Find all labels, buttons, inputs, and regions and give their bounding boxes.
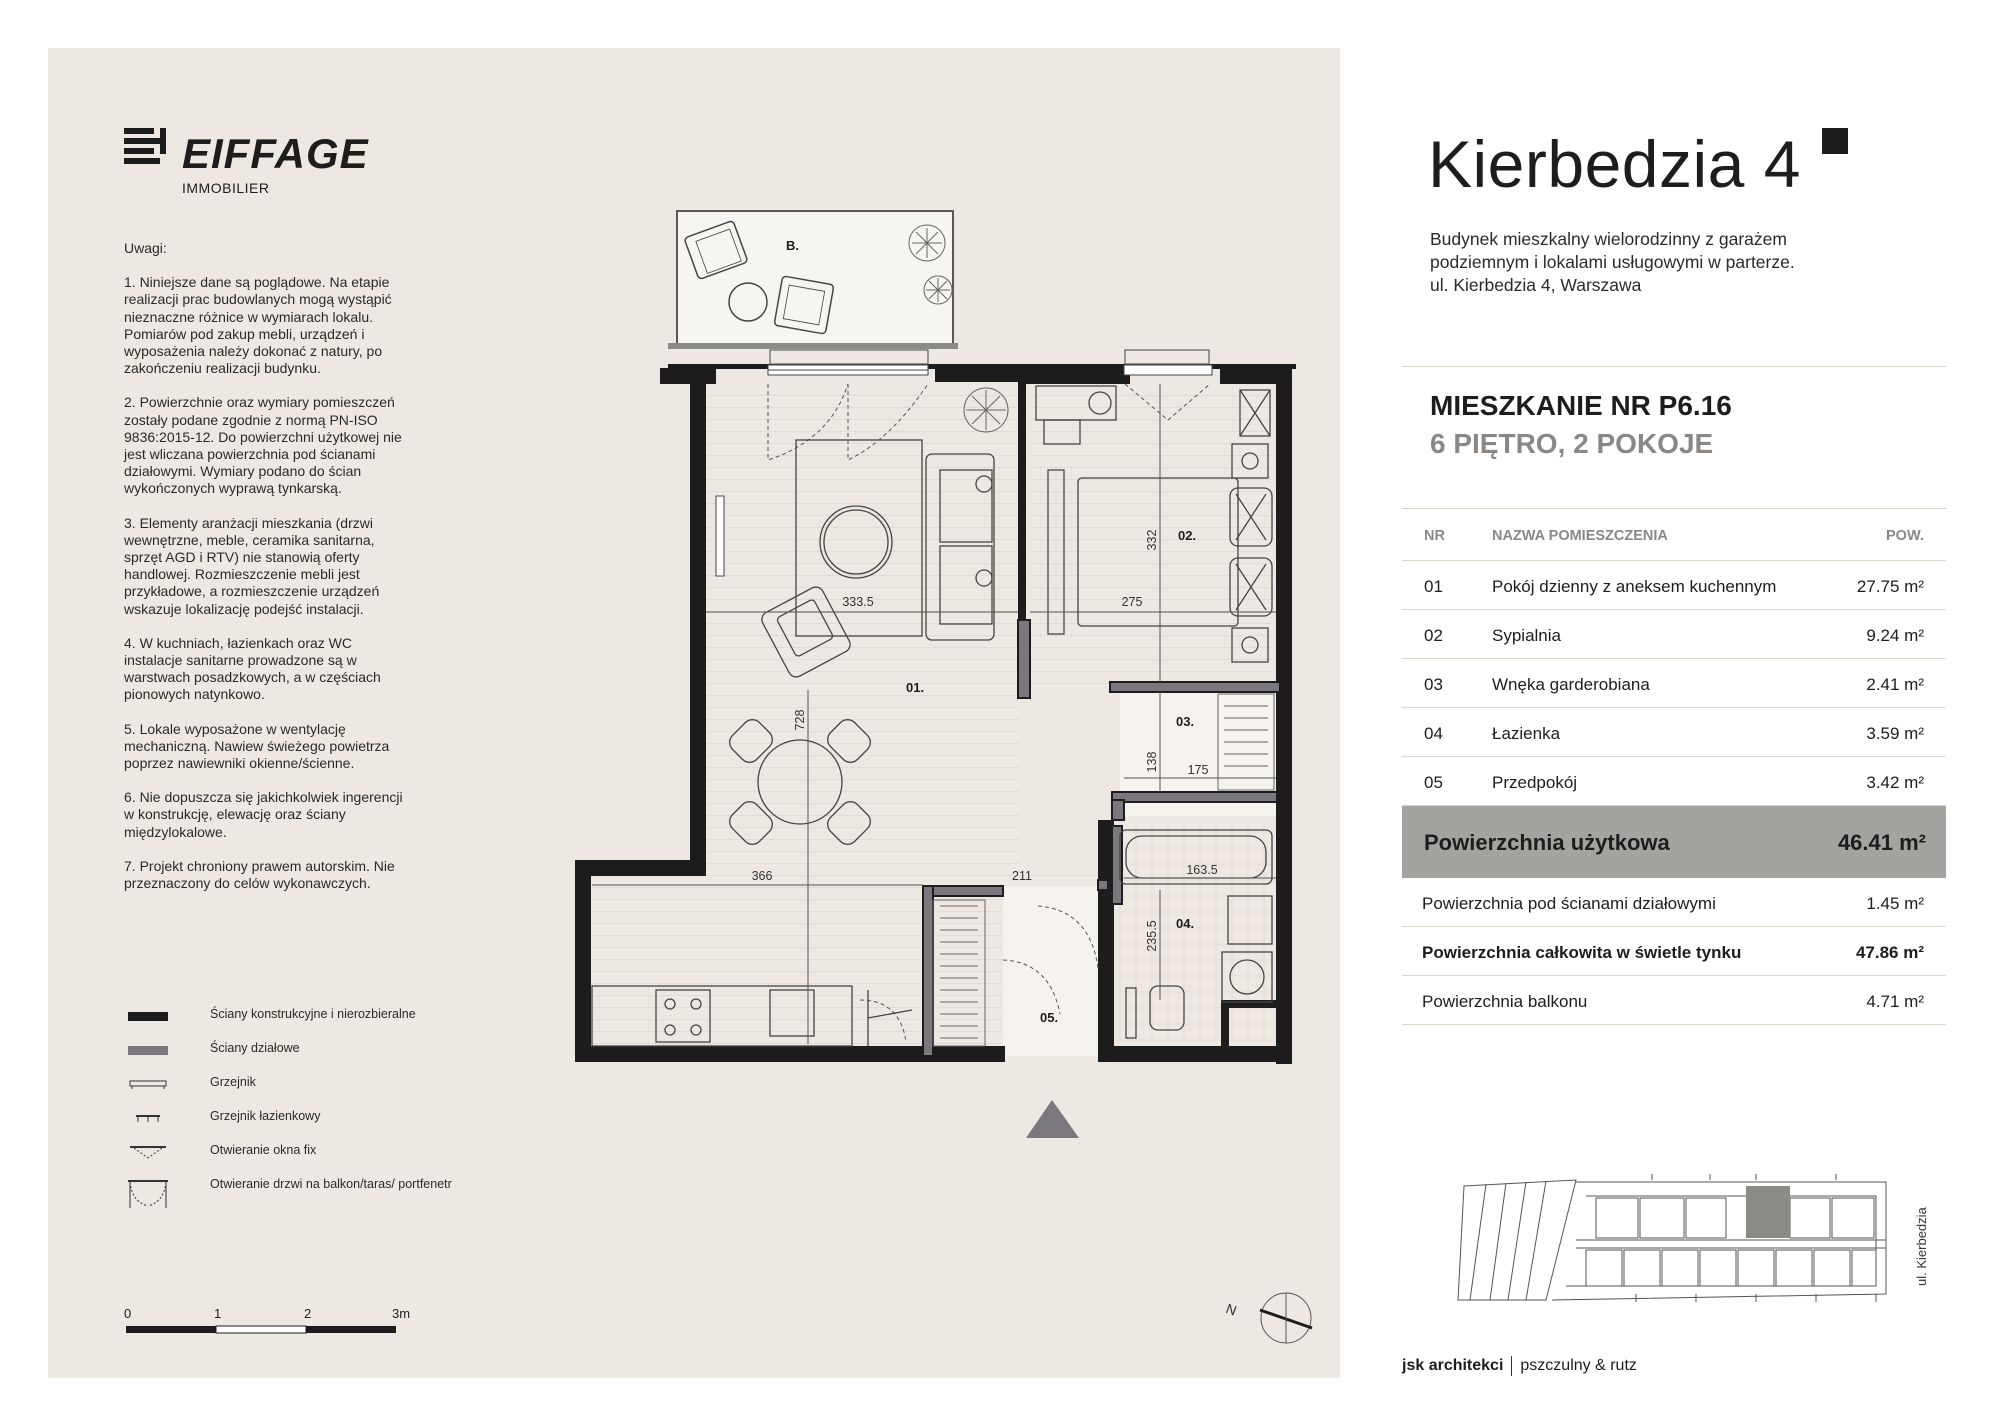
cell-name: Wnęka garderobiana [1492, 675, 1650, 694]
cell-nr: 01 [1424, 577, 1443, 596]
note-item: 6. Nie dopuszcza się jakichkolwiek ingerencji w konstrukcję, elewację oraz ściany międzylokalowe. [124, 789, 403, 840]
summary-value: 1.45 m² [1866, 894, 1924, 913]
balcony [668, 211, 958, 349]
room-label-01: 01. [906, 680, 925, 695]
hallway-floor [1003, 886, 1103, 1056]
dimension-label: 175 [1187, 763, 1209, 777]
balcony-door-icon [126, 1176, 170, 1210]
column-header-area: POW. [1886, 528, 1924, 544]
summary-row [1402, 927, 1946, 976]
scale-bar [124, 1306, 414, 1346]
summary-value: 47.86 m² [1855, 943, 1924, 962]
legend [124, 1006, 454, 1210]
key-plan [1456, 1166, 1936, 1326]
room-label-02: 02. [1178, 528, 1197, 543]
structural-wall-icon [126, 1006, 170, 1026]
legend-item [124, 1006, 454, 1040]
dimension-label: 366 [751, 869, 773, 883]
apartment-number: MIESZKANIE NR P6.16 [1430, 390, 1732, 421]
usable-area-total [1402, 806, 1946, 878]
cell-name: Pokój dzienny z aneksem kuchennym [1492, 577, 1777, 596]
description-line: podziemnym i lokalami usługowymi w parterze. [1430, 252, 1795, 272]
fixed-window-icon [126, 1142, 170, 1162]
note-item: 5. Lokale wyposażone w wentylację mechaniczną. Nawiew świeżego powietrza poprzez nawiewniki okienne/ścienne. [124, 720, 390, 772]
scale-label: 2 [304, 1306, 312, 1321]
cell-area: 3.59 m² [1866, 724, 1924, 743]
cell-area: 2.41 m² [1866, 675, 1924, 694]
street-label: ul. Kierbedzia [1914, 1207, 1929, 1286]
logo-subtitle: IMMOBILIER [182, 180, 270, 196]
scale-ruler [124, 1324, 414, 1344]
partition-wall-icon [126, 1040, 170, 1060]
room-label-04: 04. [1176, 916, 1195, 931]
legend-item [124, 1142, 454, 1176]
note-item: 4. W kuchniach, łazienkach oraz WC instalacje sanitarne prowadzone są w warstwach posadzkowych, a w częściach pionowych natynkowo. [124, 634, 381, 703]
plant-icon [964, 388, 1008, 432]
table-row [1402, 659, 1946, 708]
radiator-icon [126, 1074, 170, 1094]
dimension-label: 163.5 [1186, 863, 1218, 877]
legend-item [124, 1176, 454, 1210]
dimension-label: 138 [1145, 751, 1159, 773]
title-square-icon [1822, 128, 1848, 154]
summary-row [1402, 878, 1946, 927]
description-line: ul. Kierbedzia 4, Warszawa [1430, 275, 1642, 295]
cell-name: Sypialnia [1492, 626, 1561, 645]
entrance-marker-icon [1026, 1100, 1079, 1138]
table-row [1402, 757, 1946, 806]
legend-label: Otwieranie drzwi na balkon/taras/ portfenetr [210, 1177, 452, 1191]
partner-name: pszczulny & rutz [1520, 1357, 1637, 1375]
summary-label: Powierzchnia balkonu [1422, 992, 1588, 1011]
eiffage-logo [124, 128, 369, 196]
room-label-03: 03. [1176, 714, 1195, 729]
note-item: 1. Niniejsze dane są poglądowe. Na etapie realizacji prac budowlanych mogą wystąpić nieznaczne różnice w wymiarach lokalu. Pomiarów pod zakup mebli, urządzeń i wyposażenia należy dokonać z natury, po zakończeniu realizacji budynku. [124, 274, 392, 377]
total-label: Powierzchnia użytkowa [1424, 830, 1670, 855]
summary-label: Powierzchnia pod ścianami działowymi [1422, 894, 1716, 913]
legend-item [124, 1040, 454, 1074]
scale-label: 1 [214, 1306, 222, 1321]
cell-nr: 02 [1424, 626, 1443, 645]
legend-label: Ściany działowe [210, 1041, 300, 1055]
rooms-table [1402, 560, 1946, 806]
dimension-label: 275 [1121, 595, 1143, 609]
dimension-label: 235.5 [1145, 920, 1159, 952]
dimension-label: 332 [1145, 529, 1159, 551]
column-header-name: NAZWA POMIESZCZENIA [1492, 528, 1668, 544]
description-line: Budynek mieszkalny wielorodzinny z garażem [1430, 229, 1787, 249]
scale-label: 0 [124, 1306, 132, 1321]
legend-item [124, 1074, 454, 1108]
table-row [1402, 560, 1946, 610]
summary-label: Powierzchnia całkowita w świetle tynku [1422, 943, 1742, 962]
legend-label: Grzejnik łazienkowy [210, 1109, 321, 1123]
floor-plan [560, 200, 1340, 1140]
cell-area: 9.24 m² [1866, 626, 1924, 645]
cell-name: Łazienka [1492, 724, 1561, 743]
north-arrow-icon [1206, 1280, 1326, 1360]
column-header-nr: NR [1424, 528, 1445, 544]
legend-label: Otwieranie okna fix [210, 1143, 317, 1157]
legend-item [124, 1108, 454, 1142]
cell-area: 27.75 m² [1856, 577, 1924, 596]
apartment-location-highlight [1746, 1186, 1790, 1238]
table-row [1402, 610, 1946, 659]
bathroom-floor [1112, 820, 1277, 1064]
total-value: 46.41 m² [1837, 830, 1926, 855]
project-description [1430, 228, 1900, 297]
cell-nr: 05 [1424, 773, 1443, 792]
area-summary [1402, 878, 1946, 1025]
notes-heading: Uwagi: [124, 240, 167, 256]
dimension-label: 728 [793, 709, 807, 731]
logo-wordmark: EIFFAGE [182, 130, 369, 177]
note-item: 3. Elementy aranżacji mieszkania (drzwi wewnętrzne, meble, ceramika sanitarna, sprzęt AGD i RTV) nie stanowią oferty handlowej. Rozmieszczenie mebli jest przykładowe, a rozmieszczenie urządzeń wskazuje lokalizację podejść instalacji. [124, 514, 380, 617]
note-item: 2. Powierzchnie oraz wymiary pomieszczeń zostały podane zgodnie z normą PN-ISO 9836:2015-12. Do powierzchni użytkowej nie jest wliczana powierzchnia pod ścianami działowymi. Wymiary podano do ścian wykończonych wyprawą tynkarską. [124, 394, 402, 497]
summary-value: 4.71 m² [1866, 992, 1924, 1011]
legend-label: Grzejnik [210, 1075, 256, 1089]
room-label-balcony: B. [786, 238, 799, 253]
dimension-label: 211 [1012, 869, 1032, 883]
apartment-subtitle: 6 PIĘTRO, 2 POKOJE [1430, 428, 1714, 459]
room-label-05: 05. [1040, 1010, 1059, 1025]
divider [1402, 508, 1946, 509]
cell-area: 3.42 m² [1866, 773, 1924, 792]
project-title: Kierbedzia 4 [1428, 127, 1801, 201]
note-item: 7. Projekt chroniony prawem autorskim. Nie przeznaczony do celów wykonawczych. [124, 857, 395, 892]
cell-nr: 04 [1424, 724, 1443, 743]
architect-name: jsk architekci [1402, 1357, 1504, 1375]
svg-text:N: N [1223, 1300, 1239, 1319]
notes-block [124, 240, 414, 909]
table-row [1402, 708, 1946, 757]
eiffage-logo-icon [124, 128, 174, 172]
legend-label: Ściany konstrukcyjne i nierozbieralne [210, 1007, 416, 1021]
cell-name: Przedpokój [1492, 773, 1578, 792]
cell-nr: 03 [1424, 675, 1443, 694]
dimension-label: 333.5 [842, 595, 874, 609]
summary-row [1402, 976, 1946, 1025]
scale-label: 3m [392, 1306, 411, 1321]
bathroom-radiator-icon [126, 1108, 170, 1128]
footer-separator [1511, 1356, 1512, 1376]
footer-credits [1402, 1356, 1637, 1376]
divider [1402, 366, 1946, 367]
